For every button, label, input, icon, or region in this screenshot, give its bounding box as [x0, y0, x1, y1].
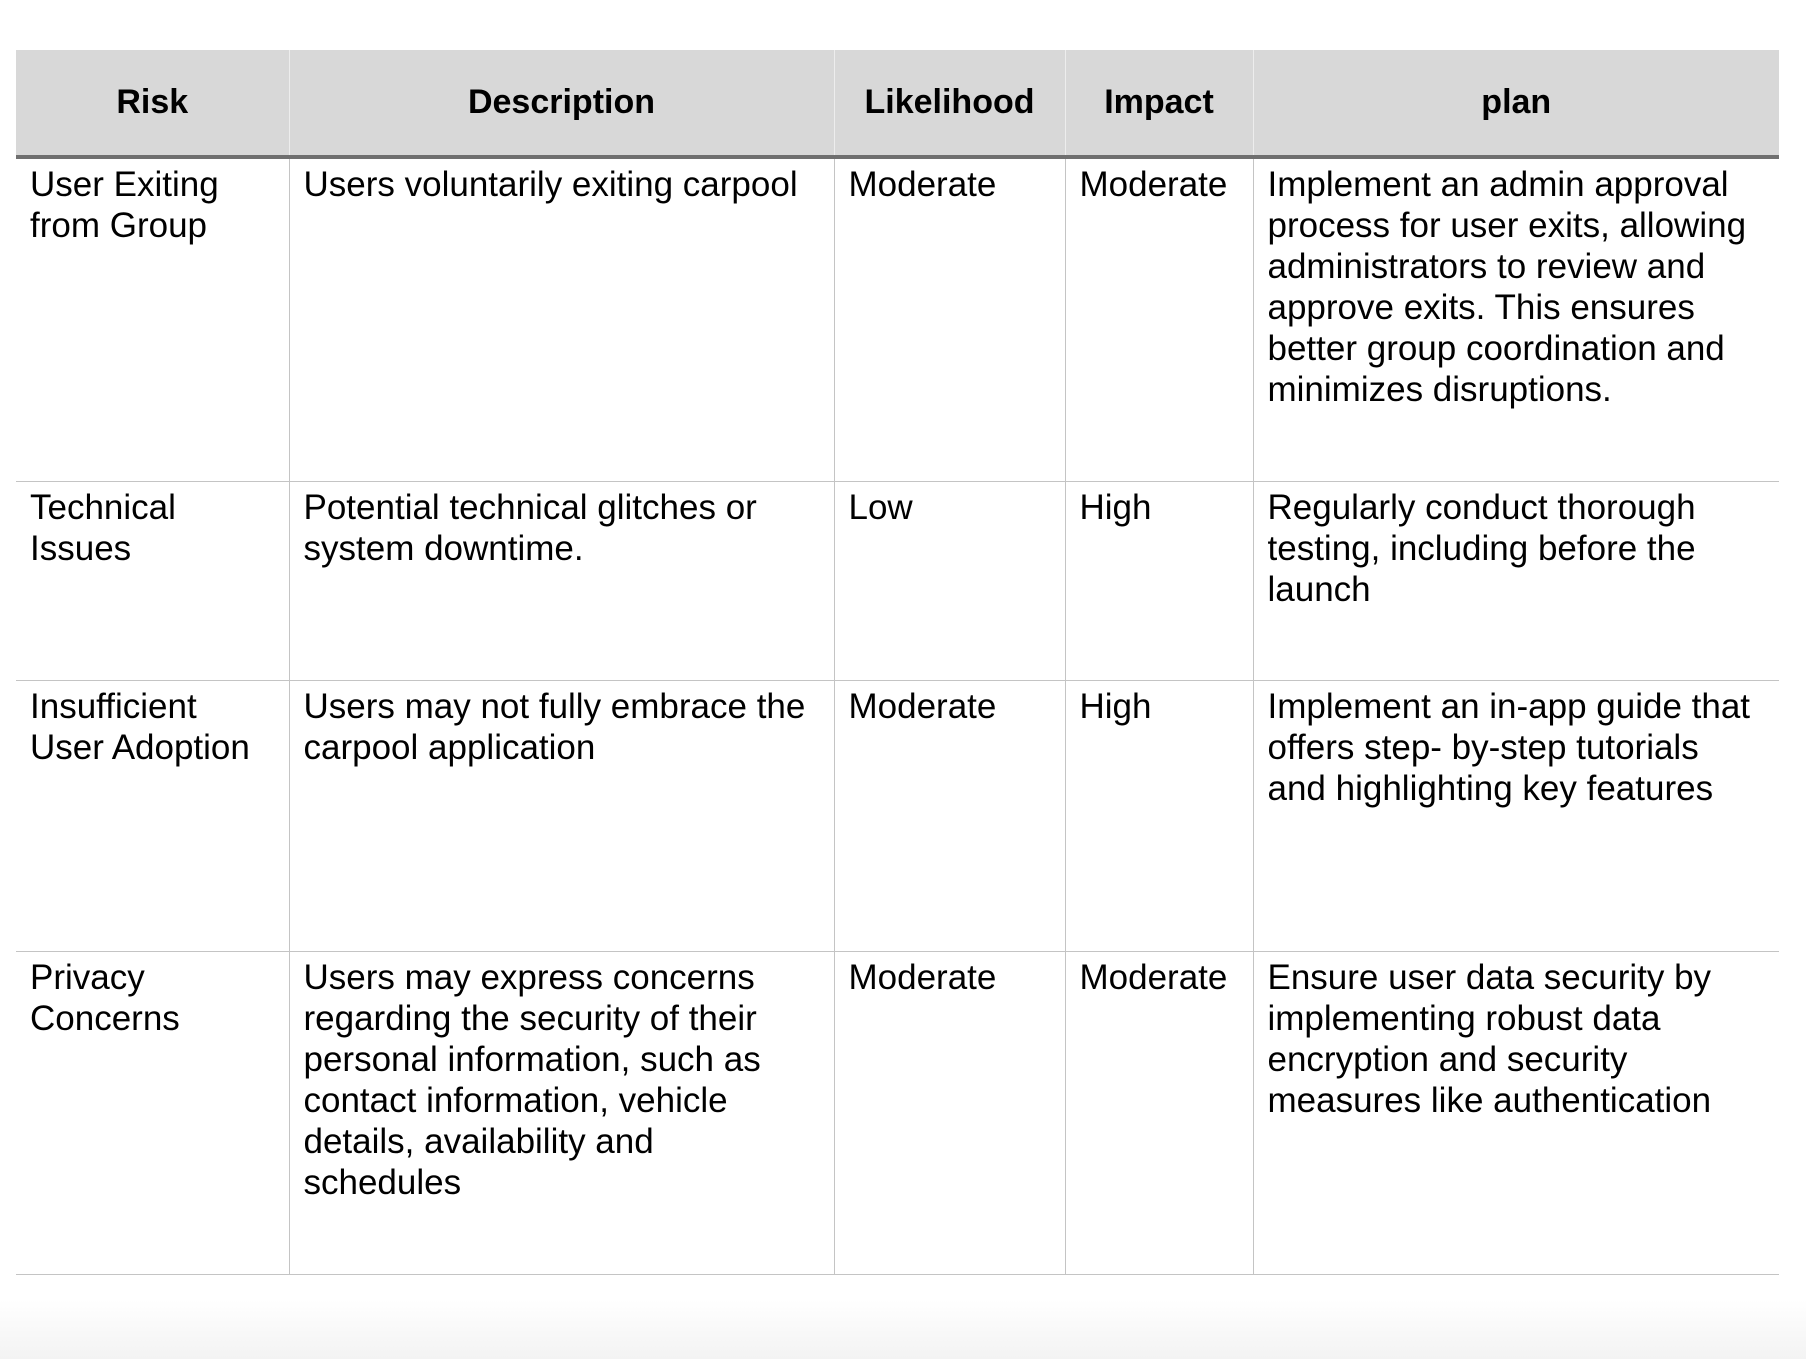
cell-risk: Technical Issues — [16, 482, 289, 681]
table-row — [16, 952, 1779, 1275]
cell-impact: Moderate — [1065, 157, 1253, 482]
cell-impact: High — [1065, 482, 1253, 681]
table-row — [16, 157, 1779, 482]
cell-risk: Insufficient User Adoption — [16, 681, 289, 952]
cell-likelihood: Low — [834, 482, 1065, 681]
cell-description: Users voluntarily exiting carpool — [289, 157, 834, 482]
cell-likelihood: Moderate — [834, 681, 1065, 952]
cell-description: Users may express concerns regarding the security of their personal information, such as contact information, vehicle details, availability and schedules — [289, 952, 834, 1275]
header-plan: plan — [1253, 50, 1779, 157]
cell-likelihood: Moderate — [834, 952, 1065, 1275]
cell-risk: User Exiting from Group — [16, 157, 289, 482]
header-likelihood: Likelihood — [834, 50, 1065, 157]
header-impact: Impact — [1065, 50, 1253, 157]
cell-plan: Implement an in-app guide that offers step- by-step tutorials and highlighting key features — [1253, 681, 1779, 952]
header-description: Description — [289, 50, 834, 157]
table-row — [16, 482, 1779, 681]
cell-plan: Regularly conduct thorough testing, including before the launch — [1253, 482, 1779, 681]
cell-plan: Implement an admin approval process for user exits, allowing administrators to review and approve exits. This ensures better group coordination and minimizes disruptions. — [1253, 157, 1779, 482]
cell-description: Potential technical glitches or system downtime. — [289, 482, 834, 681]
header-risk: Risk — [16, 50, 289, 157]
page-bottom-shadow — [0, 1300, 1806, 1359]
cell-likelihood: Moderate — [834, 157, 1065, 482]
cell-plan: Ensure user data security by implementing robust data encryption and security measures like authentication — [1253, 952, 1779, 1275]
risk-table — [16, 50, 1779, 1275]
cell-description: Users may not fully embrace the carpool application — [289, 681, 834, 952]
cell-impact: High — [1065, 681, 1253, 952]
table-row — [16, 681, 1779, 952]
table-header-row — [16, 50, 1779, 157]
cell-risk: Privacy Concerns — [16, 952, 289, 1275]
cell-impact: Moderate — [1065, 952, 1253, 1275]
